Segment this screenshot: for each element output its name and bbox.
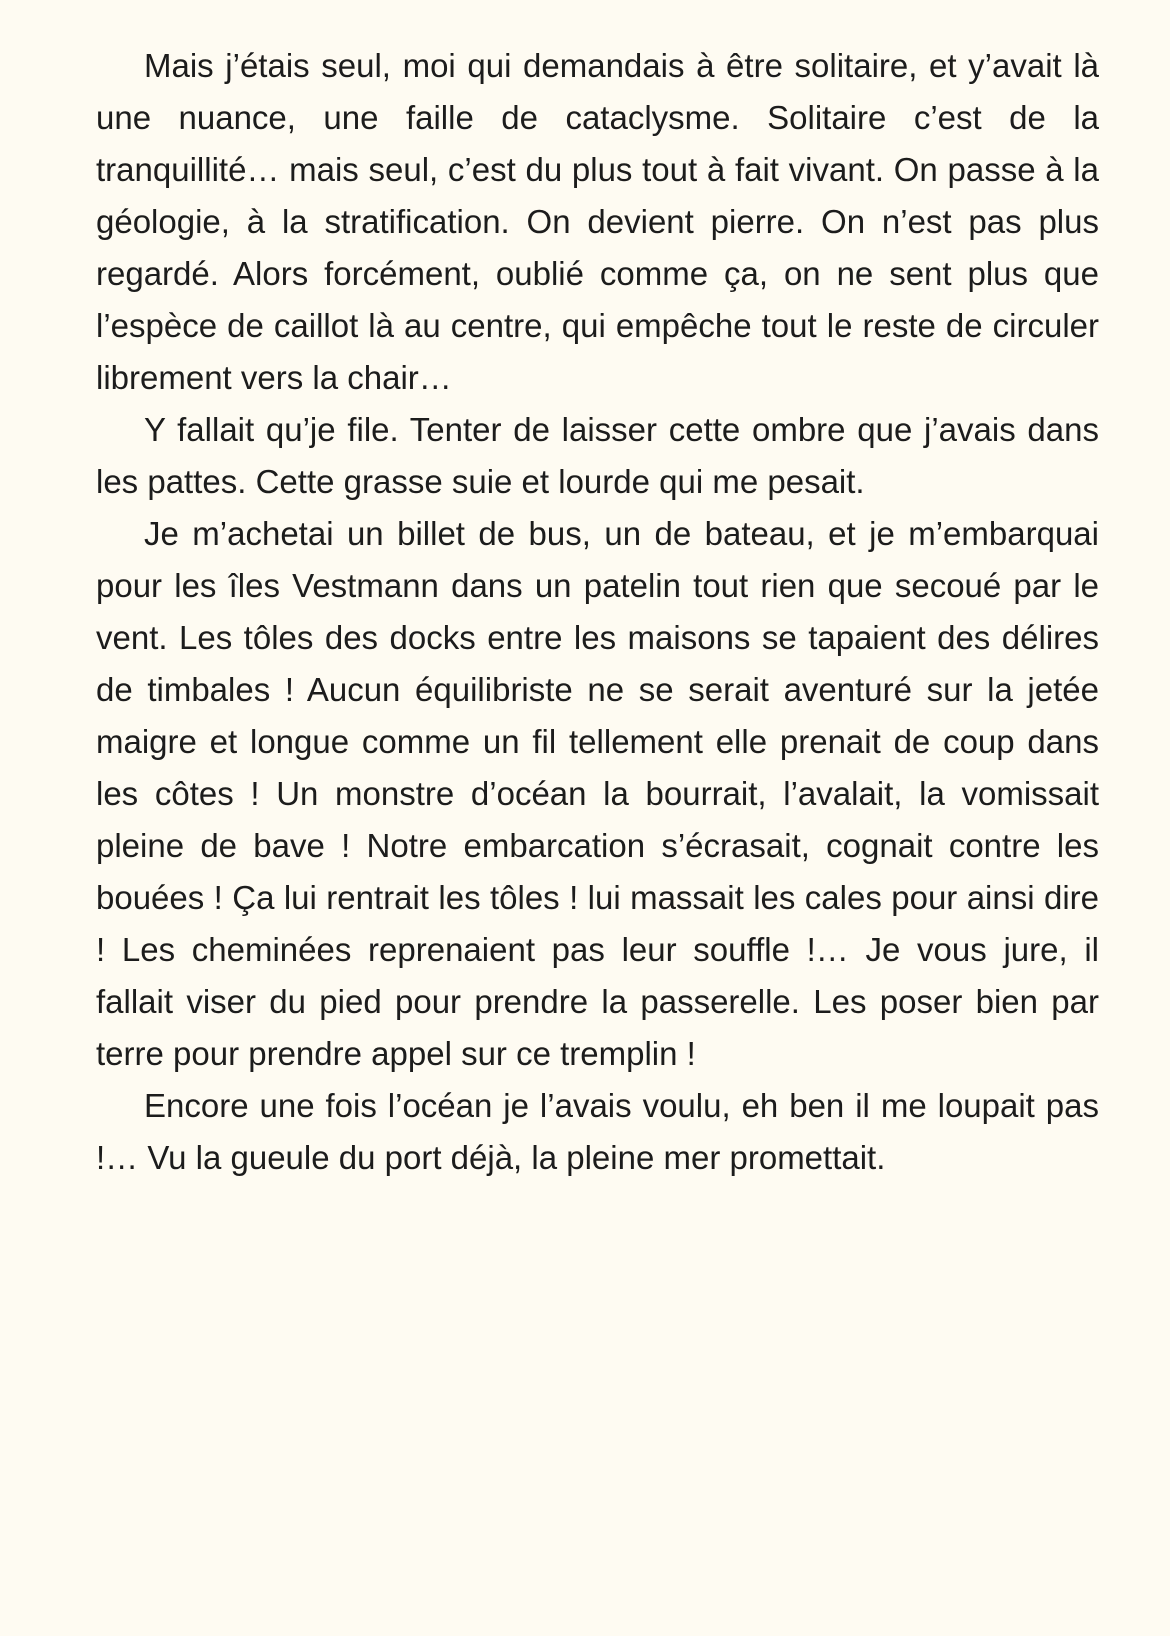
paragraph-1: Mais j’étais seul, moi qui demandais à être solitaire, et y’avait là une nuance, une faille de cataclysme. Solitaire c’est de la tranquillité… mais seul, c’est du plus tout à fait vivant. On passe à la géologie, à la stratification. On devient pierre. On n’est pas plus regardé. Alors forcément, oublié comme ça, on ne sent plus que l’espèce de caillot là au centre, qui empêche tout le reste de circuler librement vers la chair… bbox=[96, 47, 1099, 396]
reader-page bbox=[96, 40, 1099, 1184]
paragraph-2: Y fallait qu’je file. Tenter de laisser cette ombre que j’avais dans les pattes. Cette grasse suie et lourde qui me pesait. bbox=[96, 411, 1099, 500]
paragraph-4: Encore une fois l’océan je l’avais voulu, eh ben il me loupait pas !… Vu la gueule du port déjà, la pleine mer promettait. bbox=[96, 1087, 1099, 1176]
paragraph-3: Je m’achetai un billet de bus, un de bateau, et je m’embarquai pour les îles Vestmann dans un patelin tout rien que secoué par le vent. Les tôles des docks entre les maisons se tapaient des délires de timbales ! Aucun équilibriste ne se serait aventuré sur la jetée maigre et longue comme un fil tellement elle prenait de coup dans les côtes ! Un monstre d’océan la bourrait, l’avalait, la vomissait pleine de bave ! Notre embarcation s’écrasait, cognait contre les bouées ! Ça lui rentrait les tôles ! lui massait les cales pour ainsi dire ! Les cheminées reprenaient pas leur souffle !… Je vous jure, il fallait viser du pied pour prendre la passerelle. Les poser bien par terre pour prendre appel sur ce tremplin ! bbox=[96, 515, 1099, 1072]
